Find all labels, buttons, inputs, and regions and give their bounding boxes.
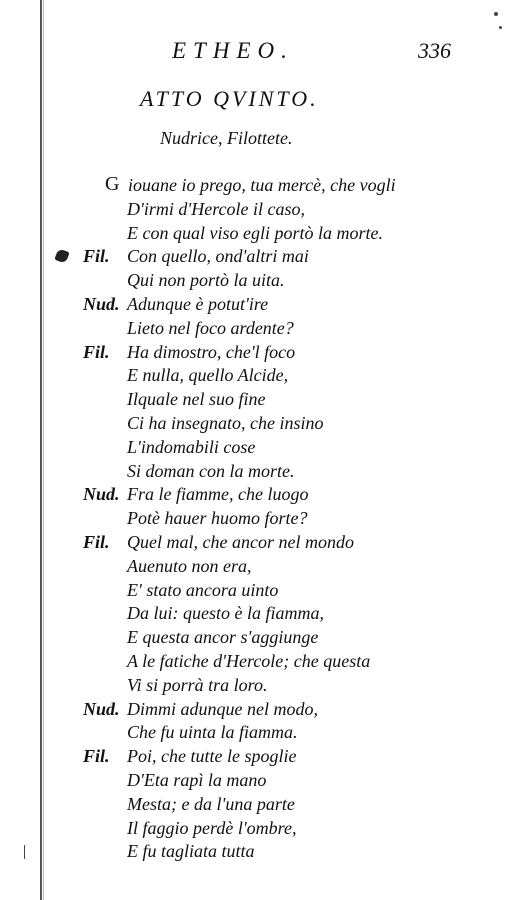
verse-text: L'indomabili cose bbox=[127, 436, 256, 457]
verse-line bbox=[0, 699, 521, 723]
verse-text: Si doman con la morte. bbox=[127, 460, 295, 481]
verse-text: Qui non portò la uita. bbox=[127, 270, 285, 291]
verse-text: Adunque è potut'ire bbox=[127, 294, 269, 314]
verse-line bbox=[0, 603, 521, 627]
verse-line bbox=[0, 675, 521, 699]
speaker-name: Fil. bbox=[83, 532, 110, 552]
verse-line bbox=[0, 461, 521, 485]
verse-text: D'Eta rapì la mano bbox=[127, 770, 267, 790]
verse-text: Da lui: questo è la fiamma, bbox=[127, 603, 324, 624]
verse-text: Ci ha insegnato, che insino bbox=[127, 413, 324, 433]
verse-line bbox=[0, 794, 521, 818]
verse-text: D'irmi d'Hercole il caso, bbox=[127, 198, 306, 219]
verse-line bbox=[0, 413, 521, 437]
speaker-name: Fil. bbox=[83, 246, 110, 267]
verse-line bbox=[0, 342, 521, 366]
verse-text: Con quello, ond'altri mai bbox=[127, 246, 309, 267]
act-title: ATTO QVINTO. bbox=[140, 86, 319, 111]
verse-line bbox=[0, 556, 521, 580]
verse-text: Poi, che tutte le spoglie bbox=[127, 746, 297, 767]
verse-text: Ha dimostro, che'l foco bbox=[127, 341, 296, 362]
verse-line bbox=[0, 389, 521, 413]
verse-line bbox=[0, 532, 521, 556]
verse-text: E con qual viso egli portò la morte. bbox=[127, 222, 383, 243]
verse-line bbox=[0, 246, 521, 270]
verse-line bbox=[0, 318, 521, 342]
verse-line bbox=[0, 841, 521, 865]
verse-line bbox=[0, 746, 521, 770]
page-number: 336 bbox=[418, 38, 451, 63]
verse-text: E' stato ancora uinto bbox=[127, 579, 279, 600]
verse-text: Lieto nel foco ardente? bbox=[127, 317, 294, 338]
speaker-name: Nud. bbox=[83, 294, 120, 314]
verse-line bbox=[0, 199, 521, 223]
verse-text: Mesta; e da l'una parte bbox=[127, 793, 295, 814]
verse-line bbox=[0, 437, 521, 461]
margin-mark bbox=[494, 12, 498, 16]
verse-text: A le fatiche d'Hercole; che questa bbox=[127, 651, 371, 671]
verse-line bbox=[0, 508, 521, 532]
speaker-name: Nud. bbox=[83, 484, 120, 505]
verse-text: Ilquale nel suo fine bbox=[127, 389, 266, 410]
verse-text: E nulla, quello Alcide, bbox=[127, 365, 289, 386]
verse-text: Vi si porrà tra loro. bbox=[127, 674, 268, 695]
verse-line bbox=[0, 722, 521, 746]
verse-text: Potè hauer huomo forte? bbox=[127, 508, 308, 529]
speaker-name: Fil. bbox=[83, 341, 110, 362]
verse-line bbox=[0, 365, 521, 389]
speaker-name: Nud. bbox=[83, 698, 120, 719]
verse-text: E fu tagliata tutta bbox=[127, 841, 255, 862]
running-title: ETHEO. bbox=[172, 38, 294, 63]
verse-text: Che fu uinta la fiamma. bbox=[127, 722, 298, 743]
verse-text: Auenuto non era, bbox=[127, 555, 252, 576]
verse-text: iouane io prego, tua mercè, che vogli bbox=[128, 175, 396, 195]
verse-line bbox=[0, 818, 521, 842]
verse-line bbox=[0, 770, 521, 794]
verse-text: Dimmi adunque nel modo, bbox=[127, 698, 318, 719]
verse-line bbox=[0, 270, 521, 294]
verse-line bbox=[0, 651, 521, 675]
verse-line bbox=[0, 175, 521, 199]
verse-text: E questa ancor s'aggiunge bbox=[127, 627, 319, 648]
verse-text: Fra le fiamme, che luogo bbox=[127, 484, 309, 505]
verse-line bbox=[0, 627, 521, 651]
drop-cap: G bbox=[105, 173, 120, 195]
margin-mark bbox=[499, 26, 502, 29]
verse-line bbox=[0, 580, 521, 604]
verse-text: Quel mal, che ancor nel mondo bbox=[127, 532, 354, 552]
verse-text: Il faggio perdè l'ombre, bbox=[127, 817, 297, 838]
verse-line bbox=[0, 484, 521, 508]
verse-line bbox=[0, 294, 521, 318]
cast-list: Nudrice, Filottete. bbox=[160, 128, 293, 148]
speaker-name: Fil. bbox=[83, 746, 110, 767]
verse-line bbox=[0, 223, 521, 247]
